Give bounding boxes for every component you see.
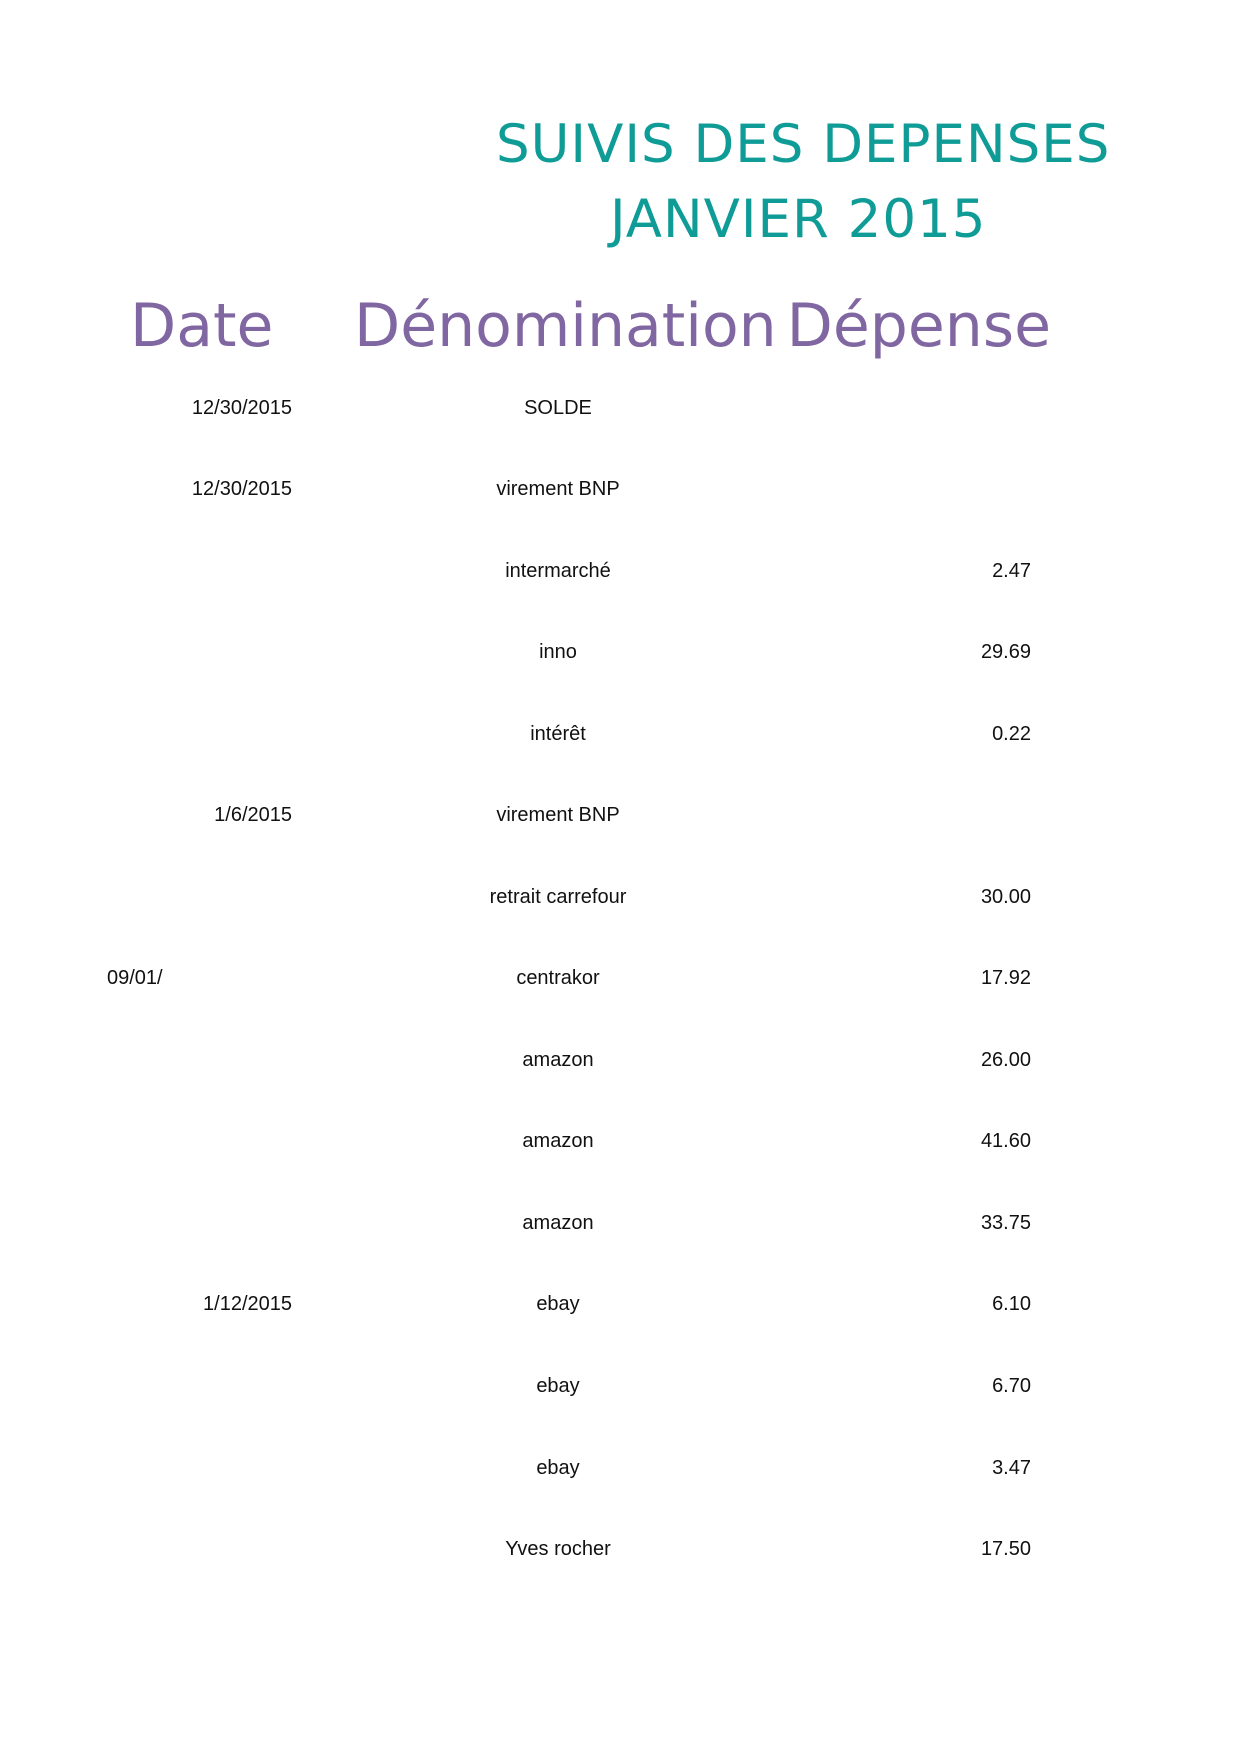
title-line-1-clip xyxy=(496,114,1111,190)
row-4-amount: 0.22 xyxy=(992,723,1031,745)
column-header-depense-clip xyxy=(786,290,1051,370)
row-3-amount: 29.69 xyxy=(980,641,1031,663)
row-6-denomination: retrait carrefour xyxy=(489,886,627,908)
row-7-amount: 17.92 xyxy=(980,967,1031,989)
row-2-amount: 2.47 xyxy=(992,560,1031,582)
column-header-depense: Dépense xyxy=(786,291,1051,361)
row-4-denomination: intérêt xyxy=(530,723,586,745)
row-8-amount: 26.00 xyxy=(980,1049,1031,1071)
row-1-denomination: virement BNP xyxy=(496,478,620,500)
row-2-denomination: intermarché xyxy=(505,560,611,582)
row-3-denomination: inno xyxy=(539,641,577,663)
row-0-date: 12/30/2015 xyxy=(191,397,292,419)
row-7-denomination: centrakor xyxy=(516,967,600,989)
row-10-amount: 33.75 xyxy=(980,1212,1031,1234)
column-header-denomination: Dénomination xyxy=(354,291,777,361)
row-0-denomination: SOLDE xyxy=(524,397,592,419)
row-5-denomination: virement BNP xyxy=(496,804,620,826)
row-11-date: 1/12/2015 xyxy=(203,1293,292,1315)
row-7-date: 09/01/ xyxy=(107,967,163,989)
row-11-amount: 6.10 xyxy=(992,1293,1031,1315)
row-13-amount: 3.47 xyxy=(992,1457,1031,1479)
row-9-denomination: amazon xyxy=(522,1130,594,1152)
row-6-amount: 30.00 xyxy=(980,886,1031,908)
row-9-amount: 41.60 xyxy=(980,1130,1031,1152)
row-14-amount: 17.50 xyxy=(980,1538,1031,1560)
page-title-line-2: JANVIER 2015 xyxy=(610,189,987,250)
row-11-denomination: ebay xyxy=(536,1293,580,1315)
row-8-denomination: amazon xyxy=(522,1049,594,1071)
row-12-amount: 6.70 xyxy=(992,1375,1031,1397)
row-1-date: 12/30/2015 xyxy=(191,478,292,500)
row-13-denomination: ebay xyxy=(536,1457,580,1479)
row-12-denomination: ebay xyxy=(536,1375,580,1397)
row-10-denomination: amazon xyxy=(522,1212,594,1234)
page-title-line-1: SUIVIS DES DEPENSES xyxy=(496,114,1111,175)
column-header-date: Date xyxy=(130,291,274,361)
row-5-date: 1/6/2015 xyxy=(214,804,292,826)
row-14-denomination: Yves rocher xyxy=(505,1538,611,1560)
